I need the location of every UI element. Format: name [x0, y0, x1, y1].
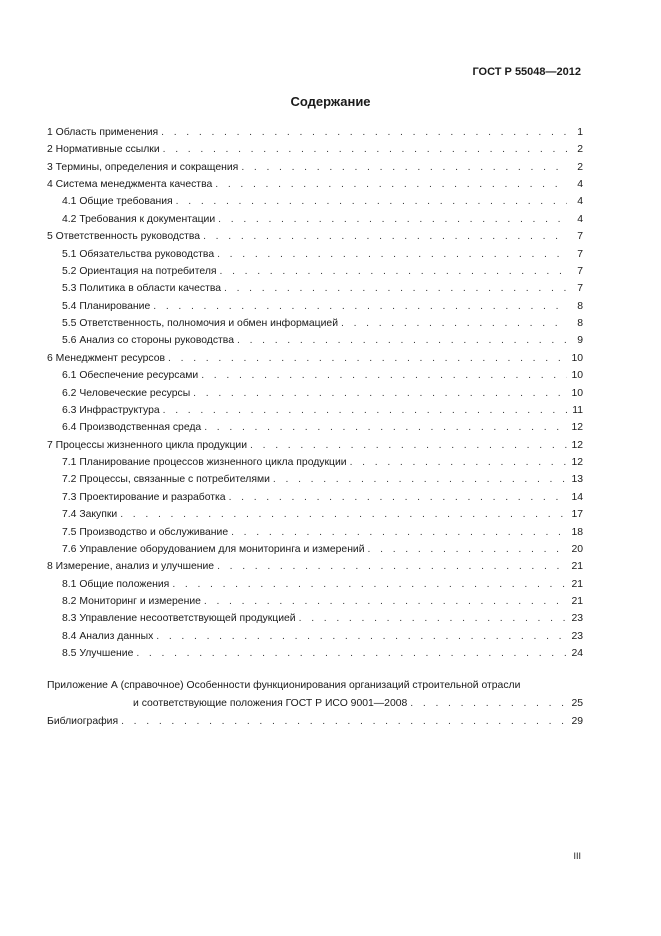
toc-entry-label: 5.4 Планирование [62, 300, 151, 312]
toc-entry-label: 6.2 Человеческие ресурсы [62, 387, 191, 399]
toc-entry-page: 10 [571, 387, 583, 399]
toc-entry-label: 7.1 Планирование процессов жизненного цикла продукции [62, 457, 347, 469]
toc-entry[interactable] [62, 455, 583, 470]
dot-leader [201, 368, 567, 383]
toc-entry[interactable] [47, 177, 583, 192]
toc-entry[interactable] [62, 646, 583, 661]
dot-leader [120, 507, 567, 522]
toc-entry-page: 12 [571, 439, 583, 451]
toc-entry[interactable] [62, 247, 583, 262]
dot-leader [229, 490, 567, 505]
toc-entry[interactable] [47, 351, 583, 366]
toc-entry-label: 3 Термины, определения и сокращения [47, 161, 239, 173]
toc-entry-label: 5.1 Обязательства руководства [62, 248, 215, 260]
toc-entry[interactable] [62, 611, 583, 626]
toc-entry-label: 6.1 Обеспечение ресурсами [62, 370, 199, 382]
toc-entry[interactable] [62, 403, 583, 418]
dot-leader [224, 281, 567, 296]
dot-leader [204, 420, 567, 435]
toc-entry[interactable] [62, 264, 583, 279]
toc-entry[interactable] [62, 472, 583, 487]
dot-leader [203, 229, 567, 244]
toc-entry-label: 4.2 Требования к документации [62, 213, 216, 225]
toc-entry-label: 8.5 Улучшение [62, 648, 134, 660]
toc-entry[interactable] [62, 420, 583, 435]
toc-entry[interactable] [62, 386, 583, 401]
toc-entry[interactable] [47, 559, 583, 574]
dot-leader [163, 142, 567, 157]
toc-entry[interactable] [62, 507, 583, 522]
toc-entry[interactable] [47, 438, 583, 453]
toc-entry[interactable] [47, 125, 583, 140]
toc-appendix-line1: Приложение А (справочное) Особенности функционирования организаций строительной отрасли [47, 680, 521, 691]
toc-entry-page: 25 [571, 698, 583, 709]
dot-leader [215, 177, 567, 192]
dot-leader [156, 629, 567, 644]
toc-entry-label: 2 Нормативные ссылки [47, 144, 160, 156]
toc-entry-page: 8 [577, 318, 583, 330]
toc-entry[interactable] [62, 299, 583, 314]
toc-entry-page: 2 [577, 144, 583, 156]
toc-entry[interactable] [62, 368, 583, 383]
toc-entry[interactable] [62, 577, 583, 592]
dot-leader [172, 577, 567, 592]
toc-entry-label: 7.2 Процессы, связанные с потребителями [62, 474, 270, 486]
toc-entry-label: 8.3 Управление несоответствующей продукцией [62, 613, 296, 625]
toc-entry[interactable] [62, 212, 583, 227]
toc-entry[interactable] [47, 229, 583, 244]
toc-entry-page: 7 [577, 231, 583, 243]
toc-entry-label: 7.6 Управление оборудованием для мониторинга и измерений [62, 543, 365, 555]
dot-leader [217, 247, 567, 262]
toc-entry-page: 21 [571, 561, 583, 573]
toc-entry-page: 1 [577, 127, 583, 138]
toc-entry[interactable] [62, 594, 583, 609]
dot-leader [136, 646, 567, 661]
toc-entry-page: 20 [571, 543, 583, 555]
toc-entry-page: 7 [577, 248, 583, 260]
toc-entry-label: 4 Система менеджмента качества [47, 179, 213, 191]
dot-leader [121, 714, 567, 729]
toc-entry-label: и соответствующие положения ГОСТ Р ИСО 9001—2008 [133, 698, 408, 709]
toc-entry[interactable] [62, 194, 583, 209]
toc-entry-label: 7.3 Проектирование и разработка [62, 491, 226, 503]
dot-leader [410, 696, 567, 711]
toc-entry[interactable] [47, 160, 583, 175]
page-number: III [573, 851, 581, 861]
toc-entry-page: 12 [571, 422, 583, 434]
toc-entry-label: Библиография [47, 716, 119, 727]
toc-entry-page: 24 [571, 648, 583, 660]
toc-entry-label: 5.2 Ориентация на потребителя [62, 265, 217, 277]
dot-leader [231, 525, 567, 540]
dot-leader [217, 559, 567, 574]
toc-entry[interactable] [62, 629, 583, 644]
toc-entry-label: 6.3 Инфраструктура [62, 404, 160, 416]
toc-entry-page: 13 [571, 474, 583, 486]
toc-entry-label: 8 Измерение, анализ и улучшение [47, 561, 215, 573]
dot-leader [176, 194, 567, 209]
toc-entry-page: 9 [577, 335, 583, 347]
dot-leader [250, 438, 567, 453]
document-code: ГОСТ Р 55048—2012 [472, 66, 581, 78]
toc-entry-page: 12 [571, 457, 583, 469]
toc-entry-page: 10 [571, 370, 583, 382]
toc-entry-label: 5.5 Ответственность, полномочия и обмен информацией [62, 318, 339, 330]
toc-entry[interactable] [62, 316, 583, 331]
toc-entry[interactable] [47, 142, 583, 157]
toc-entry-label: 1 Область применения [47, 127, 159, 138]
dot-leader [220, 264, 567, 279]
toc-entry[interactable] [62, 490, 583, 505]
dot-leader [273, 472, 567, 487]
toc-entry-page: 7 [577, 283, 583, 295]
toc-entry-label: 5.6 Анализ со стороны руководства [62, 335, 234, 347]
toc-entry-page: 4 [577, 179, 583, 191]
dot-leader [153, 299, 567, 314]
toc-entry-page: 10 [571, 352, 583, 364]
toc-entry-label: 8.1 Общие положения [62, 578, 170, 590]
toc-entry-page: 17 [571, 509, 583, 521]
dot-leader [161, 125, 567, 140]
toc-entry[interactable] [62, 525, 583, 540]
dot-leader [218, 212, 567, 227]
dot-leader [193, 386, 567, 401]
toc-entry-label: 7 Процессы жизненного цикла продукции [47, 439, 248, 451]
toc-entry-page: 23 [571, 630, 583, 642]
dot-leader [237, 333, 567, 348]
toc-entry-label: 6 Менеджмент ресурсов [47, 352, 166, 364]
toc-entry-label: 7.4 Закупки [62, 509, 118, 521]
toc-entry-page: 7 [577, 265, 583, 277]
toc-entry[interactable] [62, 333, 583, 348]
dot-leader [299, 611, 567, 626]
toc-entry-label: 5 Ответственность руководства [47, 231, 201, 243]
toc-entry-page: 29 [571, 716, 583, 727]
dot-leader [241, 160, 567, 175]
toc-entry[interactable] [62, 542, 583, 557]
toc-entry-page: 23 [571, 613, 583, 625]
toc-entry-page: 8 [577, 300, 583, 312]
dot-leader [368, 542, 567, 557]
dot-leader [168, 351, 567, 366]
toc-entry-page: 4 [577, 213, 583, 225]
toc-entry-page: 21 [571, 595, 583, 607]
dot-leader [204, 594, 567, 609]
toc-entry-page: 2 [577, 161, 583, 173]
toc-entry-page: 11 [572, 404, 583, 416]
toc-appendix-entry[interactable] [133, 696, 583, 711]
dot-leader [163, 403, 567, 418]
toc-entry-label: 6.4 Производственная среда [62, 422, 202, 434]
toc-entry-label: 7.5 Производство и обслуживание [62, 526, 229, 538]
toc-entry-label: 5.3 Политика в области качества [62, 283, 222, 295]
toc-entry-page: 4 [577, 196, 583, 208]
dot-leader [350, 455, 567, 470]
dot-leader [341, 316, 567, 331]
toc-entry-page: 21 [571, 578, 583, 590]
toc-entry-page: 14 [571, 491, 583, 503]
toc-entry-label: 8.2 Мониторинг и измерение [62, 595, 201, 607]
toc-entry-label: 8.4 Анализ данных [62, 630, 154, 642]
toc-bibliography-entry[interactable] [47, 714, 583, 729]
toc-entry-label: 4.1 Общие требования [62, 196, 173, 208]
toc-title: Содержание [290, 94, 371, 109]
toc-entry[interactable] [62, 281, 583, 296]
toc-entry-page: 18 [571, 526, 583, 538]
